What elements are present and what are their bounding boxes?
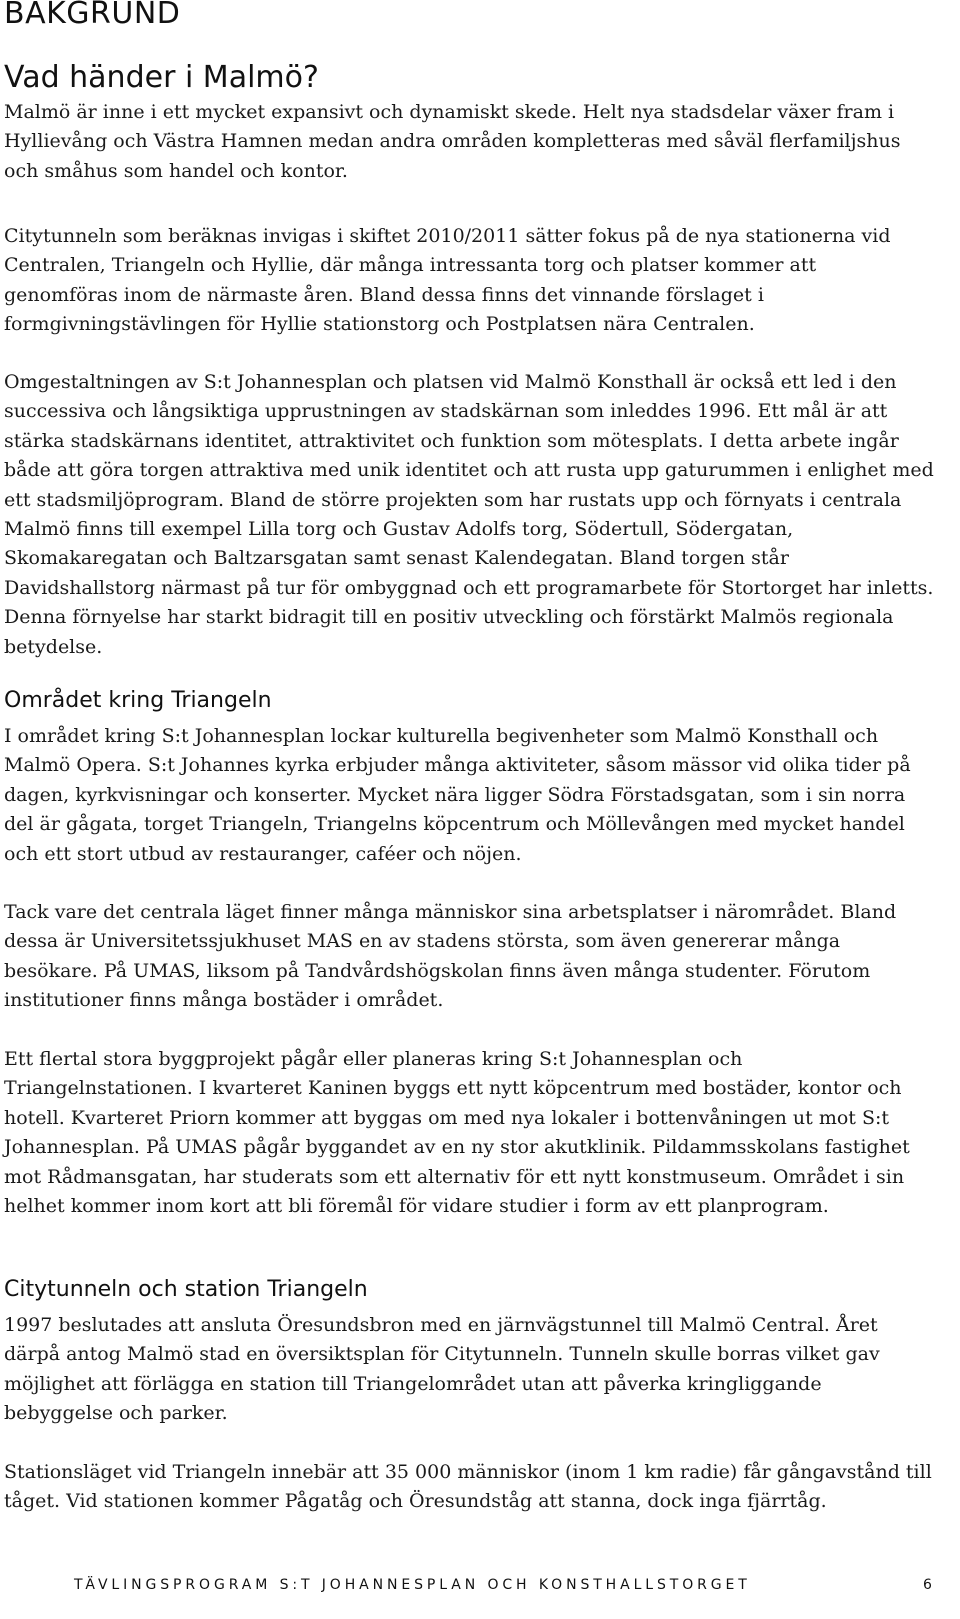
heading-citytunneln-station-triangeln: Citytunneln och station Triangeln <box>4 1277 368 1302</box>
paragraph-oresundsbron: 1997 beslutades att ansluta Öresundsbron med en järnvägstunnel till Malmö Central. Året därpå antog Malmö stad en översiktsplan för Citytunneln. Tunneln skulle borras vilket gav möjlighet att förlägga en station till Triangelområdet utan att påverka kringliggande bebyggelse och parker. <box>4 1314 880 1425</box>
footer-title: TÄVLINGSPROGRAM S:T JOHANNESPLAN OCH KONSTHALLSTORGET <box>74 1577 751 1593</box>
paragraph-byggprojekt: Ett flertal stora byggprojekt pågår eller planeras kring S:t Johannesplan och Triangelnstationen. I kvarteret Kaninen byggs ett nytt köpcentrum med bostäder, kontor och hotell. Kvarteret Priorn kommer att byggas om med nya lokaler i bottenvåningen ut mot S:t Johannesplan. På UMAS pågår byggandet av en ny stor akutklinik. Pildammsskolans fastighet mot Rådmansgatan, har studerats som ett alternativ för ett nytt konstmuseum. Området i sin helhet kommer inom kort att bli föremål för vidare studier i form av ett planprogram. <box>4 1048 910 1218</box>
heading-omradet-kring-triangeln: Området kring Triangeln <box>4 688 272 713</box>
paragraph-malmo-expansivt: Malmö är inne i ett mycket expansivt och dynamiskt skede. Helt nya stadsdelar växer fram i Hyllievång och Västra Hamnen medan andra områden kompletteras med såväl flerfamiljshus och småhus som handel och kontor. <box>4 101 901 182</box>
paragraph-arbetsplatser: Tack vare det centrala läget finner många människor sina arbetsplatser i närområdet. Bland dessa är Universitetssjukhuset MAS en av stadens största, som även genererar många besökare. På UMAS, liksom på Tandvårdshögskolan finns även många studenter. Förutom institutioner finns många bostäder i området. <box>4 901 897 1012</box>
paragraph-stationslaget: Stationsläget vid Triangeln innebär att 35 000 människor (inom 1 km radie) får gångavstånd till tåget. Vid stationen kommer Pågatåg och Öresundståg att stanna, dock inga fjärrtåg. <box>4 1461 932 1513</box>
page-number: 6 <box>923 1577 932 1593</box>
paragraph-citytunneln-fokus: Citytunneln som beräknas invigas i skiftet 2010/2011 sätter fokus på de nya stationerna vid Centralen, Triangeln och Hyllie, där många intressanta torg och platser kommer att genomföras inom de närmaste åren. Bland dessa finns det vinnande förslaget i formgivningstävlingen för Hyllie stationstorg och Postplatsen nära Centralen. <box>4 225 891 336</box>
heading-vad-hander-i-malmo: Vad händer i Malmö? <box>4 60 319 95</box>
paragraph-omgestaltningen: Omgestaltningen av S:t Johannesplan och platsen vid Malmö Konsthall är också ett led i den successiva och långsiktiga upprustningen av stadskärnan som inleddes 1996. Ett mål är att stärka stadskärnans identitet, attraktivitet och funktion som mötesplats. I detta arbete ingår både att göra torgen attraktiva med unik identitet och att rusta upp gaturummen i enlighet med ett stadsmiljöprogram. Bland de större projekten som har rustats upp och förnyats i centrala Malmö finns till exempel Lilla torg och Gustav Adolfs torg, Södertull, Södergatan, Skomakaregatan och Baltzarsgatan samt senast Kalendegatan. Bland torgen står Davidshallstorg närmast på tur för ombyggnad och ett programarbete för Stortorget har inletts. Denna förnyelse har starkt bidragit till en positiv utveckling och förstärkt Malmös regionala betydelse. <box>4 371 934 658</box>
section-label: BAKGRUND <box>4 0 181 31</box>
paragraph-kulturella-begivenheter: I området kring S:t Johannesplan lockar kulturella begivenheter som Malmö Konsthall och Malmö Opera. S:t Johannes kyrka erbjuder många aktiviteter, såsom mässor vid olika tider på dagen, kyrkvisningar och konserter. Mycket nära ligger Södra Förstadsgatan, som i sin norra del är gågata, torget Triangeln, Triangelns köpcentrum och Möllevången med mycket handel och ett stort utbud av restauranger, caféer och nöjen. <box>4 725 911 865</box>
